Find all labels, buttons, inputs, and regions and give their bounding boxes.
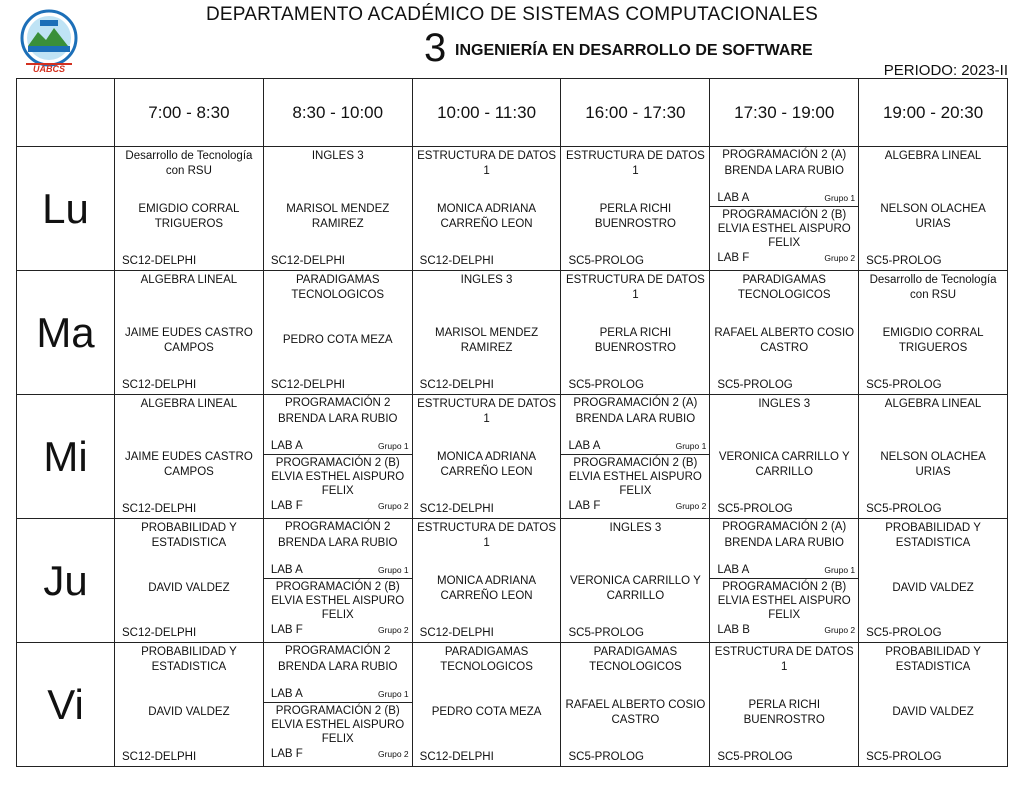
group-label: Grupo 1 <box>377 565 409 575</box>
teacher-name: RAFAEL ALBERTO COSIO CASTRO <box>565 698 706 726</box>
day-label: Mi <box>17 395 115 519</box>
class-cell <box>115 643 264 767</box>
subject-name: PROGRAMACIÓN 2 (B) <box>275 705 400 717</box>
classroom-name: SC5-PROLOG <box>717 751 793 763</box>
classroom-name: SC5-PROLOG <box>866 255 942 267</box>
classroom-name: SC5-PROLOG <box>866 379 942 391</box>
single-class-cell <box>859 395 1007 518</box>
lab-line <box>564 500 706 513</box>
split-class-cell <box>264 519 412 638</box>
class-cell <box>263 271 412 395</box>
single-class-cell <box>413 395 561 518</box>
time-header-row <box>17 79 1008 147</box>
subject-name: PROGRAMACIÓN 2 (A) <box>722 521 847 533</box>
single-class-cell <box>710 271 858 394</box>
classroom-name: SC12-DELPHI <box>419 751 494 763</box>
time-slot-header: 7:00 - 8:30 <box>115 79 264 147</box>
single-class-cell <box>413 519 561 642</box>
teacher-name: MARISOL MENDEZ RAMIREZ <box>435 326 539 354</box>
teacher-name: DAVID VALDEZ <box>148 582 230 594</box>
single-class-cell <box>859 643 1007 766</box>
teacher-name: ELVIA ESTHEL AISPURO FELIX <box>717 595 851 621</box>
lab-room: LAB A <box>717 564 750 576</box>
classroom-name: SC12-DELPHI <box>270 379 345 391</box>
teacher-name: MONICA ADRIANA CARREÑO LEON <box>437 574 537 602</box>
teacher-name: DAVID VALDEZ <box>148 706 230 718</box>
corner-cell <box>17 79 115 147</box>
lab-line <box>267 688 409 701</box>
lab-group-b <box>561 455 709 514</box>
lab-group-a <box>561 395 709 455</box>
subject-name: ESTRUCTURA DE DATOS 1 <box>417 150 556 177</box>
subject-name: INGLES 3 <box>311 150 364 162</box>
classroom-name: SC12-DELPHI <box>122 379 197 391</box>
lab-group-a <box>710 519 858 579</box>
single-class-cell <box>710 643 858 766</box>
teacher-name: ELVIA ESTHEL AISPURO FELIX <box>271 719 405 745</box>
day-label: Lu <box>17 147 115 271</box>
classroom-name: SC5-PROLOG <box>866 503 942 515</box>
class-cell <box>561 147 710 271</box>
subject-name: INGLES 3 <box>460 274 513 286</box>
class-cell <box>561 271 710 395</box>
class-cell <box>412 271 561 395</box>
single-class-cell <box>115 395 263 518</box>
subject-name: Desarrollo de Tecnología con RSU <box>869 274 997 301</box>
classroom-name: SC5-PROLOG <box>568 627 644 639</box>
class-cell <box>710 147 859 271</box>
lab-room: LAB A <box>270 440 303 452</box>
teacher-name: BRENDA LARA RUBIO <box>277 661 398 673</box>
class-cell <box>710 643 859 767</box>
lab-room: LAB F <box>568 500 601 512</box>
teacher-name: PEDRO COTA MEZA <box>431 706 542 718</box>
lab-group-a <box>264 519 412 579</box>
subject-name: ALGEBRA LINEAL <box>140 274 238 286</box>
time-slot-header: 19:00 - 20:30 <box>859 79 1008 147</box>
single-class-cell <box>413 643 561 766</box>
subject-name: PROBABILIDAD Y ESTADISTICA <box>141 522 237 549</box>
class-cell <box>710 271 859 395</box>
classroom-name: SC5-PROLOG <box>866 627 942 639</box>
single-class-cell <box>413 147 561 270</box>
lab-group-b <box>264 455 412 514</box>
group-label: Grupo 2 <box>824 253 856 263</box>
class-cell <box>115 271 264 395</box>
subject-name: PROBABILIDAD Y ESTADISTICA <box>885 522 981 549</box>
class-cell <box>115 147 264 271</box>
lab-group-a <box>264 395 412 455</box>
group-label: Grupo 2 <box>377 501 409 511</box>
subject-name: ALGEBRA LINEAL <box>140 398 238 410</box>
class-cell <box>561 643 710 767</box>
subject-name: PROGRAMACIÓN 2 (B) <box>275 457 400 469</box>
class-cell <box>710 519 859 643</box>
teacher-name: DAVID VALDEZ <box>892 582 974 594</box>
single-class-cell <box>561 147 709 270</box>
class-cell <box>561 395 710 519</box>
lab-room: LAB A <box>568 440 601 452</box>
lab-line <box>713 564 855 577</box>
subject-name: PROGRAMACIÓN 2 <box>285 521 391 533</box>
split-class-cell <box>710 519 858 638</box>
single-class-cell <box>561 519 709 642</box>
subject-name: PARADIGAMAS TECNOLOGICOS <box>291 274 385 301</box>
classroom-name: SC12-DELPHI <box>122 503 197 515</box>
time-slot-header: 8:30 - 10:00 <box>263 79 412 147</box>
semester-number: 3 <box>424 26 447 70</box>
class-cell <box>859 147 1008 271</box>
lab-room: LAB B <box>717 624 750 636</box>
single-class-cell <box>413 271 561 394</box>
teacher-name: EMIGDIO CORRAL TRIGUEROS <box>138 202 240 230</box>
lab-room: LAB F <box>717 252 750 264</box>
lab-line <box>267 624 409 637</box>
single-class-cell <box>561 643 709 766</box>
lab-line <box>267 500 409 513</box>
group-label: Grupo 2 <box>377 625 409 635</box>
lab-group-a <box>264 643 412 703</box>
class-cell <box>561 519 710 643</box>
subject-name: PROGRAMACIÓN 2 <box>285 397 391 409</box>
subject-name: PROGRAMACIÓN 2 (A) <box>722 149 847 161</box>
lab-room: LAB A <box>270 688 303 700</box>
subject-name: PROGRAMACIÓN 2 (A) <box>573 397 698 409</box>
class-cell <box>859 643 1008 767</box>
classroom-name: SC12-DELPHI <box>270 255 345 267</box>
class-cell <box>859 271 1008 395</box>
lab-group-b <box>710 579 858 638</box>
class-cell <box>412 395 561 519</box>
classroom-name: SC5-PROLOG <box>717 503 793 515</box>
class-cell <box>263 395 412 519</box>
group-label: Grupo 2 <box>377 749 409 759</box>
classroom-name: SC12-DELPHI <box>419 255 494 267</box>
logo-text: UABCS <box>32 64 66 74</box>
lab-group-b <box>264 579 412 638</box>
split-class-cell <box>264 643 412 762</box>
lab-line <box>713 192 855 205</box>
subject-name: ALGEBRA LINEAL <box>884 398 982 410</box>
class-cell <box>412 147 561 271</box>
teacher-name: BRENDA LARA RUBIO <box>724 165 844 177</box>
day-row-vi <box>17 643 1008 767</box>
subject-name: PROBABILIDAD Y ESTADISTICA <box>141 646 237 673</box>
day-row-ma <box>17 271 1008 395</box>
lab-line <box>713 624 855 637</box>
classroom-name: SC5-PROLOG <box>568 255 644 267</box>
subject-name: ALGEBRA LINEAL <box>884 150 982 162</box>
lab-line <box>267 564 409 577</box>
day-row-mi <box>17 395 1008 519</box>
single-class-cell <box>561 271 709 394</box>
single-class-cell <box>859 147 1007 270</box>
classroom-name: SC12-DELPHI <box>122 255 197 267</box>
schedule-table <box>16 78 1008 767</box>
day-label: Ma <box>17 271 115 395</box>
teacher-name: BRENDA LARA RUBIO <box>277 413 398 425</box>
class-cell <box>859 395 1008 519</box>
split-class-cell <box>710 147 858 266</box>
subject-name: INGLES 3 <box>609 522 662 534</box>
day-row-ju <box>17 519 1008 643</box>
subject-name: PROGRAMACIÓN 2 (B) <box>275 581 400 593</box>
classroom-name: SC12-DELPHI <box>122 751 197 763</box>
classroom-name: SC12-DELPHI <box>419 379 494 391</box>
lab-line <box>713 252 855 265</box>
single-class-cell <box>115 643 263 766</box>
class-cell <box>115 519 264 643</box>
subject-name: PROGRAMACIÓN 2 <box>285 645 391 657</box>
time-slot-header: 10:00 - 11:30 <box>412 79 561 147</box>
single-class-cell <box>264 147 412 270</box>
single-class-cell <box>264 271 412 394</box>
class-cell <box>710 395 859 519</box>
lab-line <box>267 440 409 453</box>
subject-name: Desarrollo de Tecnología con RSU <box>125 150 253 177</box>
lab-room: LAB F <box>270 500 303 512</box>
group-label: Grupo 1 <box>675 441 707 451</box>
teacher-name: RAFAEL ALBERTO COSIO CASTRO <box>714 326 855 354</box>
lab-room: LAB F <box>270 624 303 636</box>
lab-line <box>564 440 706 453</box>
department-title: DEPARTAMENTO ACADÉMICO DE SISTEMAS COMPUTACIONALES <box>205 4 819 25</box>
split-class-cell <box>561 395 709 514</box>
classroom-name: SC5-PROLOG <box>717 379 793 391</box>
single-class-cell <box>115 271 263 394</box>
teacher-name: ELVIA ESTHEL AISPURO FELIX <box>717 223 851 249</box>
teacher-name: EMIGDIO CORRAL TRIGUEROS <box>882 326 984 354</box>
teacher-name: MONICA ADRIANA CARREÑO LEON <box>437 202 537 230</box>
teacher-name: BRENDA LARA RUBIO <box>724 537 844 549</box>
split-class-cell <box>264 395 412 514</box>
class-cell <box>412 519 561 643</box>
teacher-name: NELSON OLACHEA URIAS <box>880 202 986 230</box>
time-slot-header: 16:00 - 17:30 <box>561 79 710 147</box>
group-label: Grupo 2 <box>824 625 856 635</box>
teacher-name: PERLA RICHI BUENROSTRO <box>743 698 825 726</box>
subject-name: PARADIGAMAS TECNOLOGICOS <box>737 274 831 301</box>
time-slot-header: 17:30 - 19:00 <box>710 79 859 147</box>
teacher-name: ELVIA ESTHEL AISPURO FELIX <box>271 595 405 621</box>
classroom-name: SC5-PROLOG <box>568 751 644 763</box>
class-cell <box>115 395 264 519</box>
group-label: Grupo 1 <box>824 565 856 575</box>
teacher-name: VERONICA CARRILLO Y CARRILLO <box>569 574 701 602</box>
subject-name: INGLES 3 <box>758 398 811 410</box>
single-class-cell <box>859 519 1007 642</box>
subject-name: ESTRUCTURA DE DATOS 1 <box>417 398 556 425</box>
classroom-name: SC12-DELPHI <box>419 503 494 515</box>
teacher-name: PERLA RICHI BUENROSTRO <box>594 326 676 354</box>
teacher-name: NELSON OLACHEA URIAS <box>880 450 986 478</box>
class-cell <box>412 643 561 767</box>
group-label: Grupo 1 <box>377 441 409 451</box>
single-class-cell <box>115 147 263 270</box>
teacher-name: BRENDA LARA RUBIO <box>277 537 398 549</box>
subject-name: ESTRUCTURA DE DATOS 1 <box>714 646 854 673</box>
day-label: Ju <box>17 519 115 643</box>
lab-group-a <box>710 147 858 207</box>
subject-name: PARADIGAMAS TECNOLOGICOS <box>440 646 533 673</box>
teacher-name: MARISOL MENDEZ RAMIREZ <box>286 202 390 230</box>
lab-line <box>267 748 409 761</box>
teacher-name: ELVIA ESTHEL AISPURO FELIX <box>271 471 405 497</box>
teacher-name: MONICA ADRIANA CARREÑO LEON <box>437 450 537 478</box>
teacher-name: PEDRO COTA MEZA <box>282 334 393 346</box>
teacher-name: JAIME EUDES CASTRO CAMPOS <box>125 326 253 354</box>
lab-room: LAB F <box>270 748 303 760</box>
teacher-name: DAVID VALDEZ <box>892 706 974 718</box>
teacher-name: ELVIA ESTHEL AISPURO FELIX <box>568 471 702 497</box>
classroom-name: SC12-DELPHI <box>419 627 494 639</box>
subject-name: PROGRAMACIÓN 2 (B) <box>722 581 847 593</box>
subject-name: ESTRUCTURA DE DATOS 1 <box>565 150 705 177</box>
teacher-name: BRENDA LARA RUBIO <box>575 413 696 425</box>
subject-name: PROGRAMACIÓN 2 (B) <box>573 457 698 469</box>
lab-group-b <box>710 207 858 266</box>
career-title: INGENIERÍA EN DESARROLLO DE SOFTWARE <box>455 42 813 59</box>
class-cell <box>263 519 412 643</box>
class-cell <box>263 147 412 271</box>
subject-name: PROBABILIDAD Y ESTADISTICA <box>885 646 981 673</box>
subject-name: PROGRAMACIÓN 2 (B) <box>722 209 847 221</box>
classroom-name: SC12-DELPHI <box>122 627 197 639</box>
single-class-cell <box>859 271 1007 394</box>
teacher-name: PERLA RICHI BUENROSTRO <box>594 202 676 230</box>
lab-group-b <box>264 703 412 762</box>
subject-name: ESTRUCTURA DE DATOS 1 <box>417 522 556 549</box>
day-label: Vi <box>17 643 115 767</box>
group-label: Grupo 2 <box>675 501 707 511</box>
lab-room: LAB A <box>717 192 750 204</box>
single-class-cell <box>710 395 858 518</box>
class-cell <box>859 519 1008 643</box>
class-cell <box>263 643 412 767</box>
group-label: Grupo 1 <box>824 193 856 203</box>
lab-room: LAB A <box>270 564 303 576</box>
teacher-name: VERONICA CARRILLO Y CARRILLO <box>718 450 850 478</box>
classroom-name: SC5-PROLOG <box>866 751 942 763</box>
subject-name: ESTRUCTURA DE DATOS 1 <box>565 274 705 301</box>
classroom-name: SC5-PROLOG <box>568 379 644 391</box>
subject-name: PARADIGAMAS TECNOLOGICOS <box>589 646 682 673</box>
teacher-name: JAIME EUDES CASTRO CAMPOS <box>125 450 253 478</box>
single-class-cell <box>115 519 263 642</box>
day-row-lu <box>17 147 1008 271</box>
period-label: PERIODO: 2023-II <box>883 62 1008 79</box>
group-label: Grupo 1 <box>377 689 409 699</box>
